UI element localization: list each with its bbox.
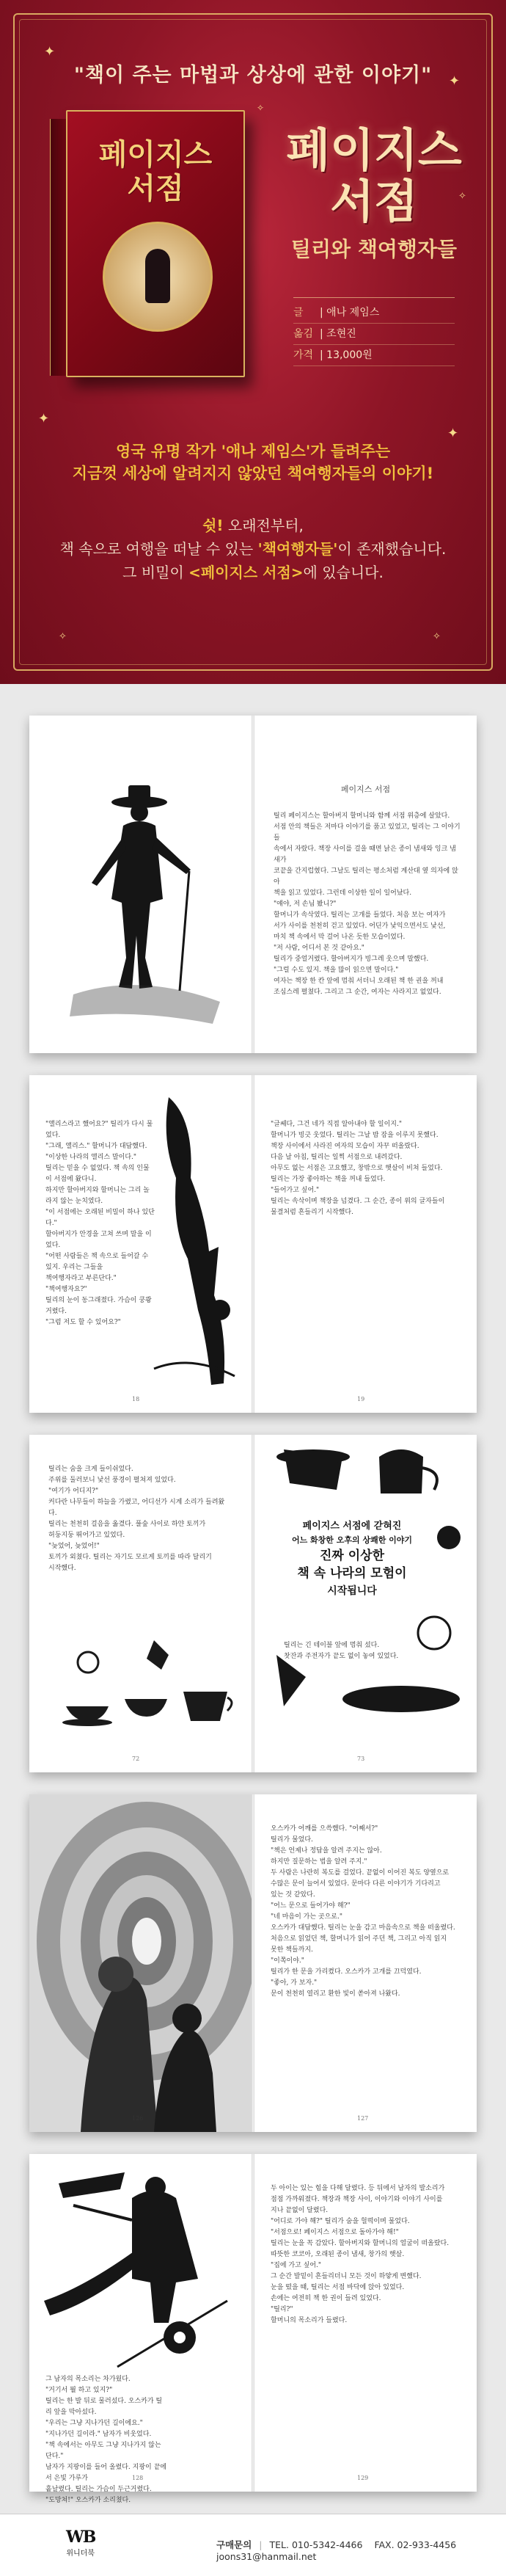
- page-number: 126: [132, 2115, 144, 2122]
- publisher-logo: WB 위니더북: [66, 2528, 95, 2558]
- body-text: 오스카가 어깨를 으쓱했다. "어째서?" 틸리가 물었다. "책은 언제나 정답을 알려 주지는 않아. 하지만 질문하는 법을 알려 주지." 두 사람은 나란히 복도를 걸었다. 끝없이 이어진 복도 양옆으로 수많은 문이 늘어서 있었다. 문마다 다른 이야기가 기다리고 있는 것 같았다. "어느 문으로 들어가야 해?" "네 마음이 가는 곳으로." 오스카가 대답했다. 틸리는 눈을 감고 마음속으로 책을 떠올렸다. 처음으로 읽었던 책, 할머니가 읽어 주던 책, 그리고 아직 읽지 못한 책들까지. "이쪽이야." 틸리가 한 문을 가리켰다. 오스카가 고개를 끄덕였다. "좋아, 가 보자." 문이 천천히 열리고 환한 빛이 쏟아져 나왔다.: [271, 1825, 455, 1998]
- spread-1-left-page: [29, 716, 252, 1053]
- page-number: 18: [132, 1396, 140, 1402]
- info-price: 가격 | 13,000원: [293, 345, 455, 366]
- chapter-title: 페이지스 서점: [340, 785, 391, 794]
- corridor-illustration: [29, 1794, 252, 2132]
- body-text: 틸리 페이지스는 할아버지 할머니와 함께 서점 위층에 살았다. 서점 안의 책들은 저마다 이야기를 품고 있었고, 틸리는 그 이야기들 속에서 자랐다. 책장 사이를 걸을 때면 낡은 종이 냄새와 잉크 냄새가 코끝을 간지럽혔다. 그날도 틸리는 평소처럼 계산대 옆 의자에 앉아 책을 읽고 있었다. 그런데 이상한 일이 일어났다. "얘야, 저 손님 봤니?" 할머니가 속삭였다. 틸리는 고개를 들었다. 처음 보는 여자가 서가 사이를 천천히 걷고 있었다. 어딘가 낯익으면서도 낯선, 마치 책 속에서 막 걸어 나온 듯한 모습이었다. "저 사람, 어디서 본 것 같아요." 틸리가 중얼거렸다. 할아버지가 빙그레 웃으며 말했다. "그럴 수도 있지. 책을 많이 읽으면 말이다." 여자는 책장 한 칸 앞에 멈춰 서더니 오래된 책 한 권을 꺼내 조심스레 펼쳤다. 그리고 그 순간, 여자는 사라지고 없었다.: [274, 812, 461, 996]
- book-cover-title: 페이지스 서점: [98, 137, 213, 205]
- sparkle-icon: ✧: [458, 191, 466, 202]
- contact-tel[interactable]: TEL. 010-5342-4466: [269, 2539, 363, 2550]
- sparkle-icon: ✦: [44, 44, 56, 59]
- teacups-illustration: [44, 1626, 242, 1736]
- sparkle-icon: ✧: [257, 103, 265, 113]
- spread-2-left-page: [29, 1075, 252, 1413]
- spread-2-right-page: [254, 1075, 477, 1413]
- sparkle-icon: ✦: [38, 411, 50, 426]
- falling-figure-illustration: [139, 1090, 249, 1398]
- hero-banner: [0, 0, 506, 684]
- page-number: 128: [132, 2475, 144, 2481]
- spread-1-right-page: [254, 716, 477, 1053]
- info-author: 글 | 애나 제임스: [293, 302, 455, 324]
- book-spread-5: [29, 2154, 477, 2504]
- body-text: "앨리스라고 했어요?" 틸리가 다시 물었다. "그래, 앨리스." 할머니가 대답했다. "이상한 나라의 앨리스 말이다." 틸리는 믿을 수 없었다. 책 속의 인물이 서점에 왔다니. 하지만 할아버지와 할머니는 그리 놀라지 않는 눈치였다. "이 서점에는 오래된 비밀이 하나 있단다." 할아버지가 안경을 고쳐 쓰며 말을 이었다. "어떤 사람들은 책 속으로 들어갈 수 있지. 우리는 그들을 책여행자라고 부른단다." "책여행자요?" 틸리의 눈이 동그래졌다. 가슴이 쿵쾅거렸다. "그럼 저도 할 수 있어요?": [45, 1121, 155, 1326]
- book-spread-2: [29, 1075, 477, 1413]
- spread-4-left-page: [29, 1794, 252, 2132]
- book-cover-illustration: [103, 222, 213, 332]
- hero-lead: 영국 유명 작가 '애나 제임스'가 들려주는 지금껏 세상에 알려지지 않았던 책여행자들의 이야기!: [72, 443, 434, 482]
- gentleman-silhouette-illustration: [29, 716, 252, 1053]
- page-number: 72: [132, 1755, 140, 1762]
- info-translator: 옮김 | 조현진: [293, 324, 455, 345]
- hero-body: 쉿! 오래전부터, 책 속으로 여행을 떠날 수 있는 '책여행자들'이 존재했습니다. 그 비밀이 <페이지스 서점>에 있습니다.: [59, 517, 447, 581]
- spread-3-right-page: [254, 1435, 477, 1772]
- spread-4-right-page: [254, 1794, 477, 2132]
- page-number: 19: [357, 1396, 365, 1402]
- sparkle-icon: ✧: [59, 631, 67, 642]
- contact-email[interactable]: joons31@hanmail.net: [216, 2551, 317, 2562]
- sparkle-icon: ✧: [433, 631, 441, 642]
- tea-party-illustration: [254, 1435, 477, 1772]
- book-spread-3: [29, 1435, 477, 1772]
- contact-info: 구매문의 | TEL. 010-5342-4466 FAX. 02-933-4456 joons31@hanmail.net: [216, 2539, 457, 2562]
- contact-label: 구매문의: [216, 2539, 252, 2550]
- body-text: 두 아이는 있는 힘을 다해 달렸다. 등 뒤에서 남자의 발소리가 점점 가까워졌다. 책장과 책장 사이, 이야기와 이야기 사이를 지나 끝없이 달렸다. "어디로 가야 해?" 틸리가 숨을 헐떡이며 물었다. "서점으로! 페이지스 서점으로 돌아가야 해!" 틸리는 눈을 꼭 감았다. 할아버지와 할머니의 얼굴이 떠올랐다. 따뜻한 코코아, 오래된 종이 냄새, 창가의 햇살. "집에 가고 싶어." 그 순간 발밑이 흔들리더니 모든 것이 하얗게 변했다. 눈을 떴을 때, 틸리는 서점 바닥에 앉아 있었다. 손에는 여전히 책 한 권이 들려 있었다. "틸리?" 할머니의 목소리가 들렸다.: [271, 2185, 450, 2324]
- spread-5-right-page: [254, 2154, 477, 2492]
- book-spread-1: [29, 716, 477, 1053]
- book-cover-image: [66, 110, 245, 377]
- book-info-table: [293, 297, 455, 366]
- body-text: 틸리는 긴 테이블 앞에 멈춰 섰다. 찻잔과 주전자가 끝도 없이 놓여 있었다.: [284, 1642, 399, 1660]
- sparkle-icon: ✦: [449, 73, 461, 89]
- spread-3-left-page: [29, 1435, 252, 1772]
- page-number: 73: [357, 1755, 365, 1762]
- hero-subtitle: 틸리와 책여행자들: [290, 237, 458, 261]
- hero-title: 페이지스 서점: [286, 123, 462, 228]
- chapter-number: [354, 760, 356, 767]
- spread-5-left-page: [29, 2154, 252, 2504]
- body-text: 그 남자의 목소리는 차가웠다. "거기서 뭘 하고 있지?" 틸리는 한 발 뒤로 물러섰다. 오스카가 틸리 앞을 막아섰다. "우리는 그냥 지나가던 길이에요." "지나가던 길이라." 남자가 비웃었다. "책 속에서는 아무도 그냥 지나가지 않는단다." 남자가 지팡이를 들어 올렸다. 지팡이 끝에서 은빛 가루가 흩날렸다. 틸리는 가슴이 두근거렸다. "도망쳐!" 오스카가 소리쳤다.: [45, 2376, 166, 2504]
- body-text: "글쎄다, 그건 네가 직접 알아내야 할 일이지." 할머니가 빙긋 웃었다. 틸리는 그날 밤 잠을 이루지 못했다. 책장 사이에서 사라진 여자의 모습이 자꾸 떠올랐다. 다음 날 아침, 틸리는 일찍 서점으로 내려갔다. 아무도 없는 서점은 고요했고, 창밖으로 햇살이 비쳐 들었다. 틸리는 가장 좋아하는 책을 꺼내 들었다. "들어가고 싶어." 틸리는 속삭이며 책장을 넘겼다. 그 순간, 종이 위의 글자들이 물결처럼 흔들리기 시작했다.: [271, 1121, 445, 1216]
- body-text: 틸리는 숨을 크게 들이쉬었다. 주위를 둘러보니 낯선 풍경이 펼쳐져 있었다. "여기가 어디지?" 커다란 나무들이 하늘을 가렸고, 어디선가 시계 소리가 들려왔다. 틸리는 천천히 걸음을 옮겼다. 풀숲 사이로 하얀 토끼가 허둥지둥 뛰어가고 있었다. "늦었어, 늦었어!" 토끼가 외쳤다. 틸리는 자기도 모르게 토끼를 따라 달리기 시작했다.: [48, 1466, 225, 1572]
- contact-fax: FAX. 02-933-4456: [374, 2539, 457, 2550]
- sparkle-icon: ✦: [447, 426, 459, 441]
- page-number: 129: [357, 2475, 369, 2481]
- hero-tagline: "책이 주는 마법과 상상에 관한 이야기": [73, 64, 433, 87]
- page-number: 127: [357, 2115, 369, 2122]
- book-spread-4: [29, 1794, 477, 2132]
- footer-contact-bar: [0, 2514, 506, 2576]
- illustration-caption: 페이지스 서점에 갇혀진 어느 화창한 오후의 상쾌한 이야기 진짜 이상한 책 속 나라의 모험이 시작됩니다: [291, 1521, 413, 1597]
